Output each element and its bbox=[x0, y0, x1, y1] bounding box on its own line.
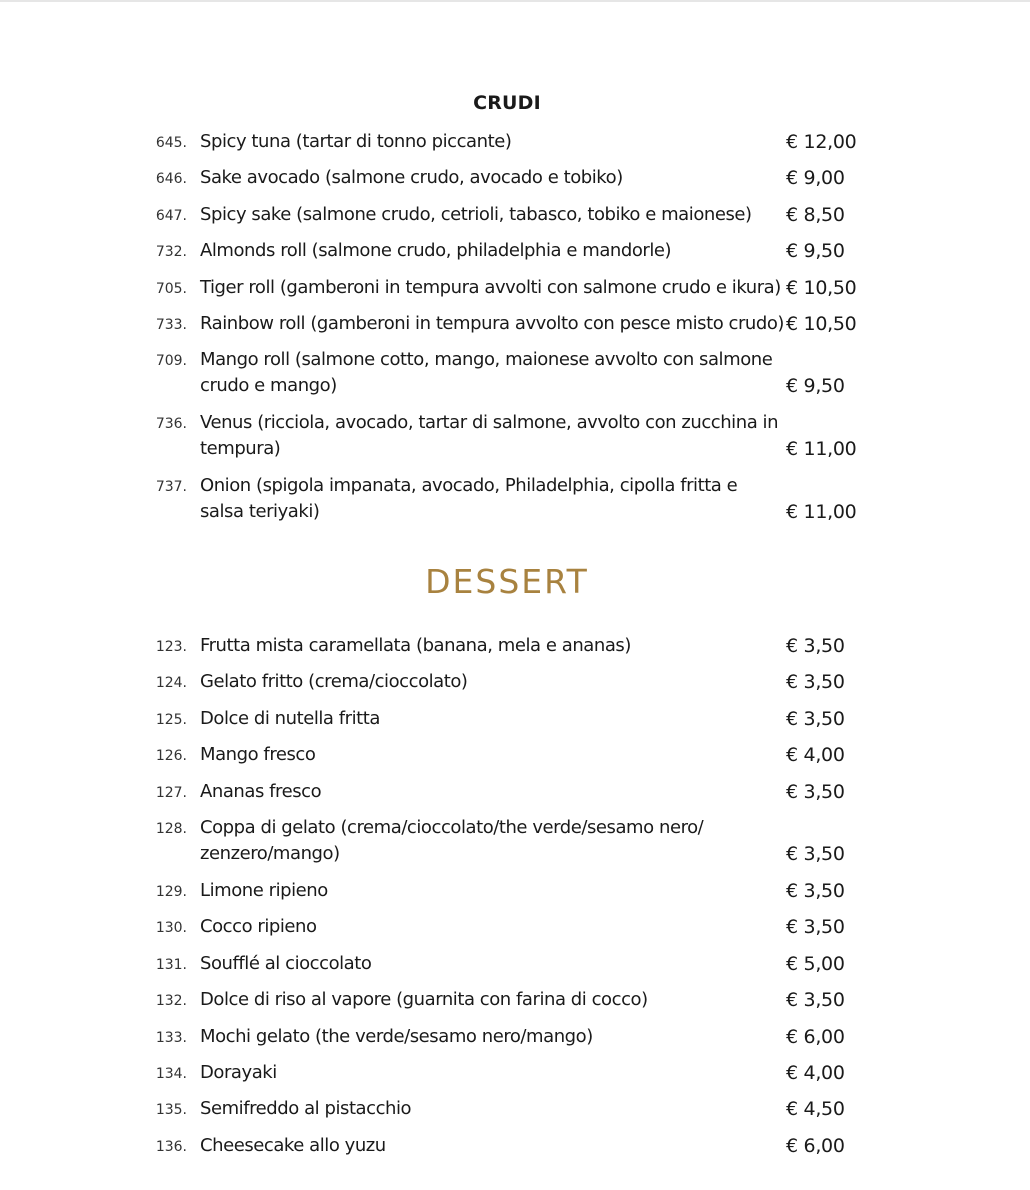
item-number: 736. bbox=[155, 416, 187, 433]
item-number: 705. bbox=[155, 280, 187, 297]
item-description: Rainbow roll (gamberoni in tempura avvolto con pesce misto crudo) bbox=[200, 312, 784, 334]
item-price: € 4,00 bbox=[786, 744, 845, 767]
item-description: Cheesecake allo yuzu bbox=[200, 1134, 386, 1156]
menu-item bbox=[0, 1022, 1030, 1058]
item-description: Coppa di gelato (crema/cioccolato/the verde/sesamo nero/ zenzero/mango) bbox=[200, 816, 704, 864]
item-number: 737. bbox=[155, 479, 187, 496]
item-description: Mango fresco bbox=[200, 744, 316, 766]
item-number: 131. bbox=[155, 956, 187, 973]
menu-item bbox=[0, 127, 1030, 163]
item-price: € 6,00 bbox=[786, 1025, 845, 1048]
item-price: € 3,50 bbox=[786, 707, 845, 730]
menu-item bbox=[0, 949, 1030, 985]
item-number: 125. bbox=[155, 711, 187, 728]
menu-item bbox=[0, 236, 1030, 272]
item-price: € 9,50 bbox=[786, 240, 845, 263]
item-price: € 9,50 bbox=[786, 375, 845, 398]
item-number: 733. bbox=[155, 316, 187, 333]
item-description: Onion (spigola impanata, avocado, Philadelphia, cipolla fritta e salsa teriyaki) bbox=[200, 475, 738, 523]
item-number: 124. bbox=[155, 675, 187, 692]
menu-item bbox=[0, 740, 1030, 776]
menu-item bbox=[0, 876, 1030, 912]
item-number: 646. bbox=[155, 171, 187, 188]
item-price: € 3,50 bbox=[786, 989, 845, 1012]
item-description: Ananas fresco bbox=[200, 780, 322, 802]
item-number: 127. bbox=[155, 784, 187, 801]
menu-item bbox=[0, 813, 1030, 876]
item-price: € 8,50 bbox=[786, 203, 845, 226]
item-number: 130. bbox=[155, 920, 187, 937]
item-price: € 3,50 bbox=[786, 879, 845, 902]
menu-item bbox=[0, 345, 1030, 408]
menu-item bbox=[0, 163, 1030, 199]
item-description: Gelato fritto (crema/cioccolato) bbox=[200, 671, 468, 693]
item-description: Dolce di riso al vapore (guarnita con farina di cocco) bbox=[200, 989, 648, 1011]
item-price: € 10,50 bbox=[786, 312, 857, 335]
item-price: € 10,50 bbox=[786, 276, 857, 299]
menu-item bbox=[0, 985, 1030, 1021]
item-number: 132. bbox=[155, 993, 187, 1010]
menu-item bbox=[0, 471, 1030, 534]
item-price: € 11,00 bbox=[786, 438, 857, 461]
menu-item bbox=[0, 273, 1030, 309]
item-price: € 3,50 bbox=[786, 671, 845, 694]
item-price: € 9,00 bbox=[786, 167, 845, 190]
item-number: 709. bbox=[155, 353, 187, 370]
menu-item bbox=[0, 704, 1030, 740]
item-description: Soufflé al cioccolato bbox=[200, 952, 372, 974]
item-number: 134. bbox=[155, 1065, 187, 1082]
section-title-crudi: CRUDI bbox=[473, 92, 541, 114]
item-price: € 6,00 bbox=[786, 1134, 845, 1157]
item-price: € 5,00 bbox=[786, 952, 845, 975]
item-description: Dolce di nutella fritta bbox=[200, 707, 380, 729]
section-title-dessert: DESSERT bbox=[425, 562, 589, 601]
item-description: Spicy sake (salmone crudo, cetrioli, tabasco, tobiko e maionese) bbox=[200, 203, 752, 225]
menu-item bbox=[0, 1058, 1030, 1094]
item-description: Spicy tuna (tartar di tonno piccante) bbox=[200, 131, 512, 152]
menu-item bbox=[0, 777, 1030, 813]
item-number: 126. bbox=[155, 748, 187, 765]
item-description: Dorayaki bbox=[200, 1061, 277, 1083]
crudi-menu-list bbox=[0, 127, 1030, 534]
item-number: 133. bbox=[155, 1029, 187, 1046]
item-description: Almonds roll (salmone crudo, philadelphia e mandorle) bbox=[200, 240, 672, 262]
item-description: Venus (ricciola, avocado, tartar di salmone, avvolto con zucchina in tempura) bbox=[200, 412, 779, 460]
item-price: € 4,50 bbox=[786, 1098, 845, 1121]
page-top-divider bbox=[0, 0, 1030, 2]
menu-item bbox=[0, 1131, 1030, 1167]
item-price: € 11,00 bbox=[786, 501, 857, 524]
item-description: Tiger roll (gamberoni in tempura avvolti con salmone crudo e ikura) bbox=[200, 276, 781, 298]
item-number: 135. bbox=[155, 1102, 187, 1119]
item-number: 123. bbox=[155, 639, 187, 655]
item-description: Frutta mista caramellata (banana, mela e ananas) bbox=[200, 635, 631, 656]
item-price: € 4,00 bbox=[786, 1061, 845, 1084]
menu-item bbox=[0, 631, 1030, 667]
item-description: Semifreddo al pistacchio bbox=[200, 1098, 412, 1120]
menu-item bbox=[0, 912, 1030, 948]
menu-item bbox=[0, 667, 1030, 703]
item-number: 645. bbox=[155, 135, 187, 151]
item-price: € 3,50 bbox=[786, 780, 845, 803]
item-price: € 3,50 bbox=[786, 916, 845, 939]
menu-item bbox=[0, 200, 1030, 236]
item-price: € 3,50 bbox=[786, 842, 845, 865]
item-description: Mochi gelato (the verde/sesamo nero/mango) bbox=[200, 1025, 593, 1047]
menu-item bbox=[0, 1094, 1030, 1130]
dessert-menu-list bbox=[0, 631, 1030, 1167]
menu-item bbox=[0, 408, 1030, 471]
item-description: Mango roll (salmone cotto, mango, maionese avvolto con salmone crudo e mango) bbox=[200, 349, 773, 397]
item-number: 128. bbox=[155, 820, 187, 837]
item-price: € 3,50 bbox=[786, 635, 845, 657]
item-description: Sake avocado (salmone crudo, avocado e tobiko) bbox=[200, 167, 623, 189]
item-number: 732. bbox=[155, 244, 187, 261]
item-number: 647. bbox=[155, 207, 187, 224]
item-price: € 12,00 bbox=[786, 131, 857, 153]
item-description: Cocco ripieno bbox=[200, 916, 317, 938]
item-description: Limone ripieno bbox=[200, 879, 328, 901]
menu-item bbox=[0, 309, 1030, 345]
item-number: 136. bbox=[155, 1138, 187, 1155]
item-number: 129. bbox=[155, 883, 187, 900]
